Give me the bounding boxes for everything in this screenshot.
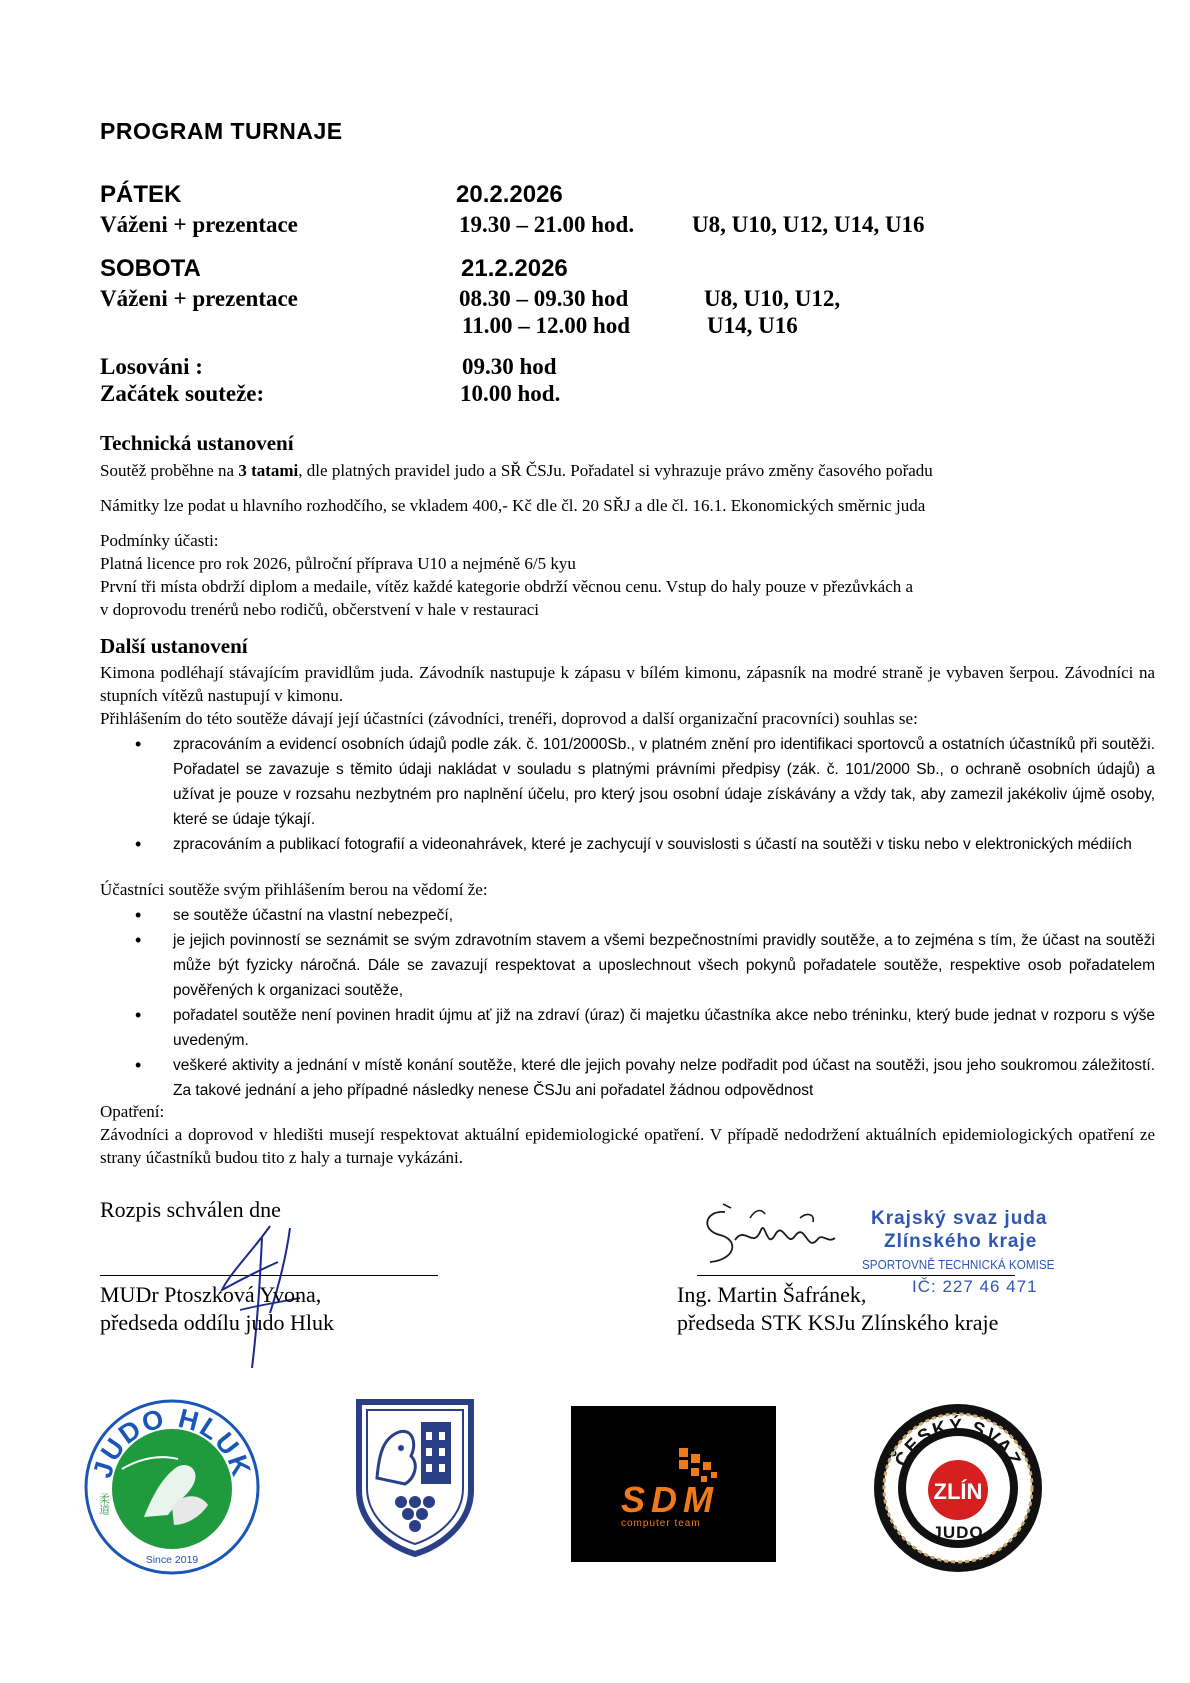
sdm-sub-text: computer team — [621, 1518, 701, 1529]
right-signer-role: předseda STK KSJu Zlínského kraje — [677, 1310, 999, 1335]
approved-label: Rozpis schválen dne — [100, 1197, 281, 1222]
condition-1: Platná licence pro rok 2026, půlroční příprava U10 a nejméně 6/5 kyu — [100, 554, 576, 573]
technical-title: Technická ustanovení — [100, 431, 294, 455]
csj-bottom-text: JUDO — [932, 1523, 984, 1542]
stamp-line-2: Zlínského kraje — [884, 1231, 1038, 1252]
list-item: • zpracováním a publikací fotografií a videonahrávek, které je zachycují v souvislosti s účastí na soutěži v tisku nebo v elektronických médiích — [135, 832, 1155, 857]
draw-label: Losováni : — [100, 354, 203, 379]
page-title: PROGRAM TURNAJE — [100, 118, 343, 144]
list-item: • veškeré aktivity a jednání v místě konání soutěže, které dle jejich povahy nelze podřadit pod účast na soutěži, jsou jeho soukromou záležitostí. Za takové jednání a jeho případné následky nenese ČSJu ani pořadatel žádnou odpovědnost — [135, 1053, 1155, 1103]
list-item: • se soutěže účastní na vlastní nebezpečí, — [135, 903, 1155, 928]
left-signer-name: MUDr Ptoszková Yvona, — [100, 1282, 322, 1307]
right-handwritten-signature — [695, 1200, 855, 1280]
friday-categories: U8, U10, U12, U14, U16 — [692, 212, 925, 237]
list-item: • je jejich povinností se seznámit se svým zdravotním stavem a všemi bezpečnostními pravidly soutěže, a to zejména s tím, že účast na soutěži může být fyzicky náročná. Dále se zavazují respektovat a uposlechnout všech pokynů pořadatele soutěže, respektive osob pořadatelem pověřených k organizaci soutěže, — [135, 928, 1155, 1003]
start-label: Začátek souteže: — [100, 381, 265, 406]
sdm-main-text: SDM — [621, 1479, 719, 1520]
friday-weighing-time: 19.30 – 21.00 hod. — [459, 212, 635, 237]
saturday-day: SOBOTA — [100, 255, 201, 282]
other-para-1: Kimona podléhají stávajícím pravidlům juda. Závodník nastupuje k zápasu v bílém kimonu, zápasník na modré straně je vybaven šerpou. Závodníci na stupních vítězů nastupují v kimonu. — [100, 663, 1155, 705]
list-item: • zpracováním a evidencí osobních údajů podle zák. č. 101/2000Sb., v platném znění pro identifikaci sportovců a ostatních účastníků při soutěži. Pořadatel se zavazuje s těmito údaji nakládat v souladu s platnými právními předpisy (zák. č. 101/2000 Sb., o ochraně osobních údajů) a užívat je pouze v rozsahu nezbytném pro naplnění účelu, pro který jsou osobní údaje získávány a vždy tak, aby zamezil jakékoliv újmě osoby, které se údaje týkají. — [135, 732, 1155, 832]
acknowledge-list — [135, 903, 1155, 1103]
saturday-categories-2: U14, U16 — [707, 313, 798, 338]
town-shield-logo — [355, 1398, 475, 1558]
saturday-categories-1: U8, U10, U12, — [704, 286, 841, 311]
condition-3: v doprovodu trenérů nebo rodičů, občerstvení v hale v restauraci — [100, 600, 540, 619]
csj-top-text: ČESKÝ SVAZ — [891, 1415, 1025, 1471]
condition-2: První tři místa obdrží diplom a medaile, vítěz každé kategorie obdrží věcnou cenu. Vstup do haly pouze v přezůvkách a — [100, 577, 914, 596]
saturday-date: 21.2.2026 — [461, 255, 568, 282]
judo-hluk-since: Since 2019 — [145, 1554, 199, 1566]
friday-weighing-label: Váženi + prezentace — [100, 212, 298, 237]
right-signer-name: Ing. Martin Šafránek, — [677, 1282, 867, 1307]
saturday-time-1: 08.30 – 09.30 hod — [459, 286, 629, 311]
conditions-title: Podmínky účasti: — [100, 531, 219, 550]
judo-hluk-logo — [82, 1397, 262, 1577]
technical-line-2: Námitky lze podat u hlavního rozhodčího, se vkladem 400,- Kč dle čl. 20 SŘJ a dle čl. 16.1. Ekonomických směrnic juda — [100, 496, 926, 515]
list-item: • pořadatel soutěže není povinen hradit újmu ať již na zdraví (úraz) či majetku účastníka akce nebo tréninku, který bude jednat v rozporu s výše uvedeným. — [135, 1003, 1155, 1053]
sdm-logo — [571, 1406, 776, 1562]
technical-line-1: Soutěž proběhne na 3 tatami, dle platných pravidel judo a SŘ ČSJu. Pořadatel si vyhrazuje právo změny časového pořadu — [100, 461, 933, 480]
other-title: Další ustanovení — [100, 634, 248, 658]
stamp-line-4: IČ: 227 46 471 — [912, 1277, 1038, 1296]
draw-time: 09.30 hod — [462, 354, 557, 379]
friday-date: 20.2.2026 — [456, 181, 563, 208]
csj-city-text: ZLÍN — [933, 1479, 983, 1504]
measures-text: Závodníci a doprovod v hledišti musejí respektovat aktuální epidemiologické opatření. V případě nedodržení aktuálních epidemiologických opatření ze strany účastníků budou tito z haly a turnaje vykázáni. — [100, 1125, 1155, 1167]
other-para-3: Účastníci soutěže svým přihlášením berou na vědomí že: — [100, 880, 488, 899]
start-time: 10.00 hod. — [460, 381, 561, 406]
other-para-2: Přihlášením do této soutěže dávají její účastníci (závodníci, trenéři, doprovod a další organizační pracovníci) souhlas se: — [100, 709, 918, 728]
stamp-line-3: SPORTOVNĚ TECHNICKÁ KOMISE — [862, 1257, 1055, 1272]
friday-day: PÁTEK — [100, 181, 182, 208]
judo-hluk-name: JUDO HLUK — [87, 1402, 257, 1482]
saturday-time-2: 11.00 – 12.00 hod — [462, 313, 631, 338]
csj-zlin-logo — [872, 1402, 1044, 1574]
consent-list — [135, 732, 1155, 857]
stamp-line-1: Krajský svaz juda — [871, 1208, 1048, 1229]
left-signer-role: předseda oddílu judo Hluk — [100, 1310, 335, 1335]
saturday-weighing-label: Váženi + prezentace — [100, 286, 298, 311]
measures-title: Opatření: — [100, 1102, 165, 1121]
judo-hluk-kanji: 柔道 — [97, 1493, 111, 1515]
